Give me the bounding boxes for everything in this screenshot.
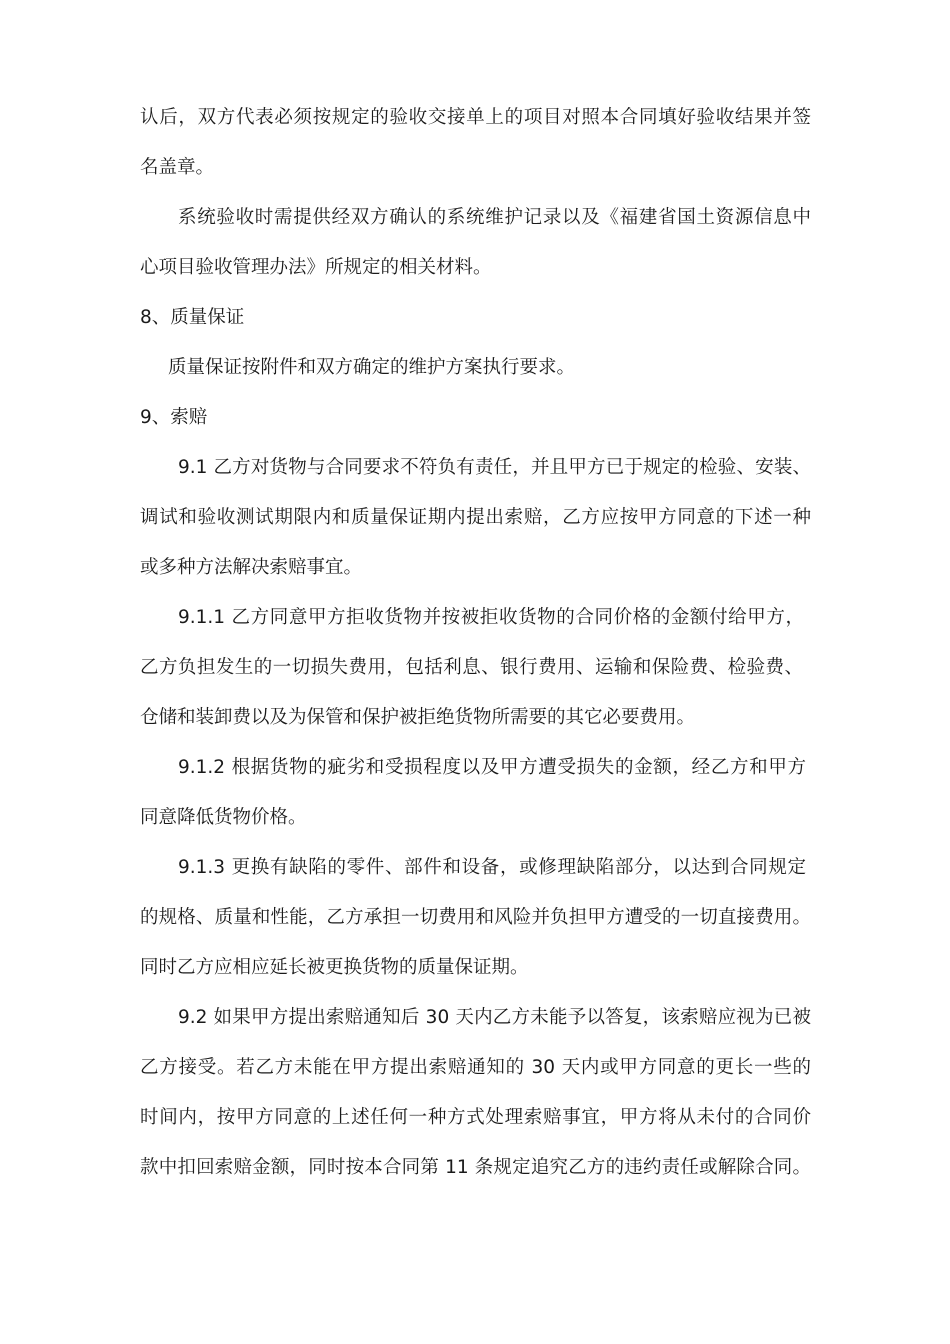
text-line: 的规格、质量和性能，乙方承担一切费用和风险并负担甲方遭受的一切直接费用。 <box>140 907 811 928</box>
text-line: 9.1.1 乙方同意甲方拒收货物并按被拒收货物的合同价格的金额付给甲方， <box>178 607 804 628</box>
text-line: 仓储和装卸费以及为保管和保护被拒绝货物所需要的其它必要费用。 <box>140 707 696 728</box>
text-line: 同意降低货物价格。 <box>140 807 307 828</box>
text-line: 9.2 如果甲方提出索赔通知后 30 天内乙方未能予以答复，该索赔应视为已被 <box>178 1007 811 1028</box>
text-line: 认后，双方代表必须按规定的验收交接单上的项目对照本合同填好验收结果并签 <box>140 107 811 128</box>
text-line: 或多种方法解决索赔事宜。 <box>140 557 363 578</box>
text-line: 系统验收时需提供经双方确认的系统维护记录以及《福建省国土资源信息中 <box>178 207 811 228</box>
text-line: 乙方负担发生的一切损失费用，包括利息、银行费用、运输和保险费、检验费、 <box>140 657 803 678</box>
text-line: 9.1 乙方对货物与合同要求不符负有责任，并且甲方已于规定的检验、安装、 <box>178 457 811 478</box>
text-line: 乙方接受。若乙方未能在甲方提出索赔通知的 30 天内或甲方同意的更长一些的 <box>140 1057 811 1078</box>
text-line: 名盖章。 <box>140 157 215 178</box>
text-line: 9.1.3 更换有缺陷的零件、部件和设备，或修理缺陷部分，以达到合同规定 <box>178 857 806 878</box>
text-line: 同时乙方应相应延长被更换货物的质量保证期。 <box>140 957 529 978</box>
section-heading: 9、索赔 <box>140 407 208 428</box>
text-line: 心项目验收管理办法》所规定的相关材料。 <box>140 257 492 278</box>
text-line: 9.1.2 根据货物的疵劣和受损程度以及甲方遭受损失的金额，经乙方和甲方 <box>178 757 806 778</box>
text-line: 款中扣回索赔金额，同时按本合同第 11 条规定追究乙方的违约责任或解除合同。 <box>140 1157 811 1178</box>
text-line: 时间内，按甲方同意的上述任何一种方式处理索赔事宜，甲方将从未付的合同价 <box>140 1107 811 1128</box>
text-line: 调试和验收测试期限内和质量保证期内提出索赔，乙方应按甲方同意的下述一种 <box>140 507 811 528</box>
section-heading: 8、质量保证 <box>140 307 245 328</box>
text-line: 质量保证按附件和双方确定的维护方案执行要求。 <box>168 357 576 378</box>
